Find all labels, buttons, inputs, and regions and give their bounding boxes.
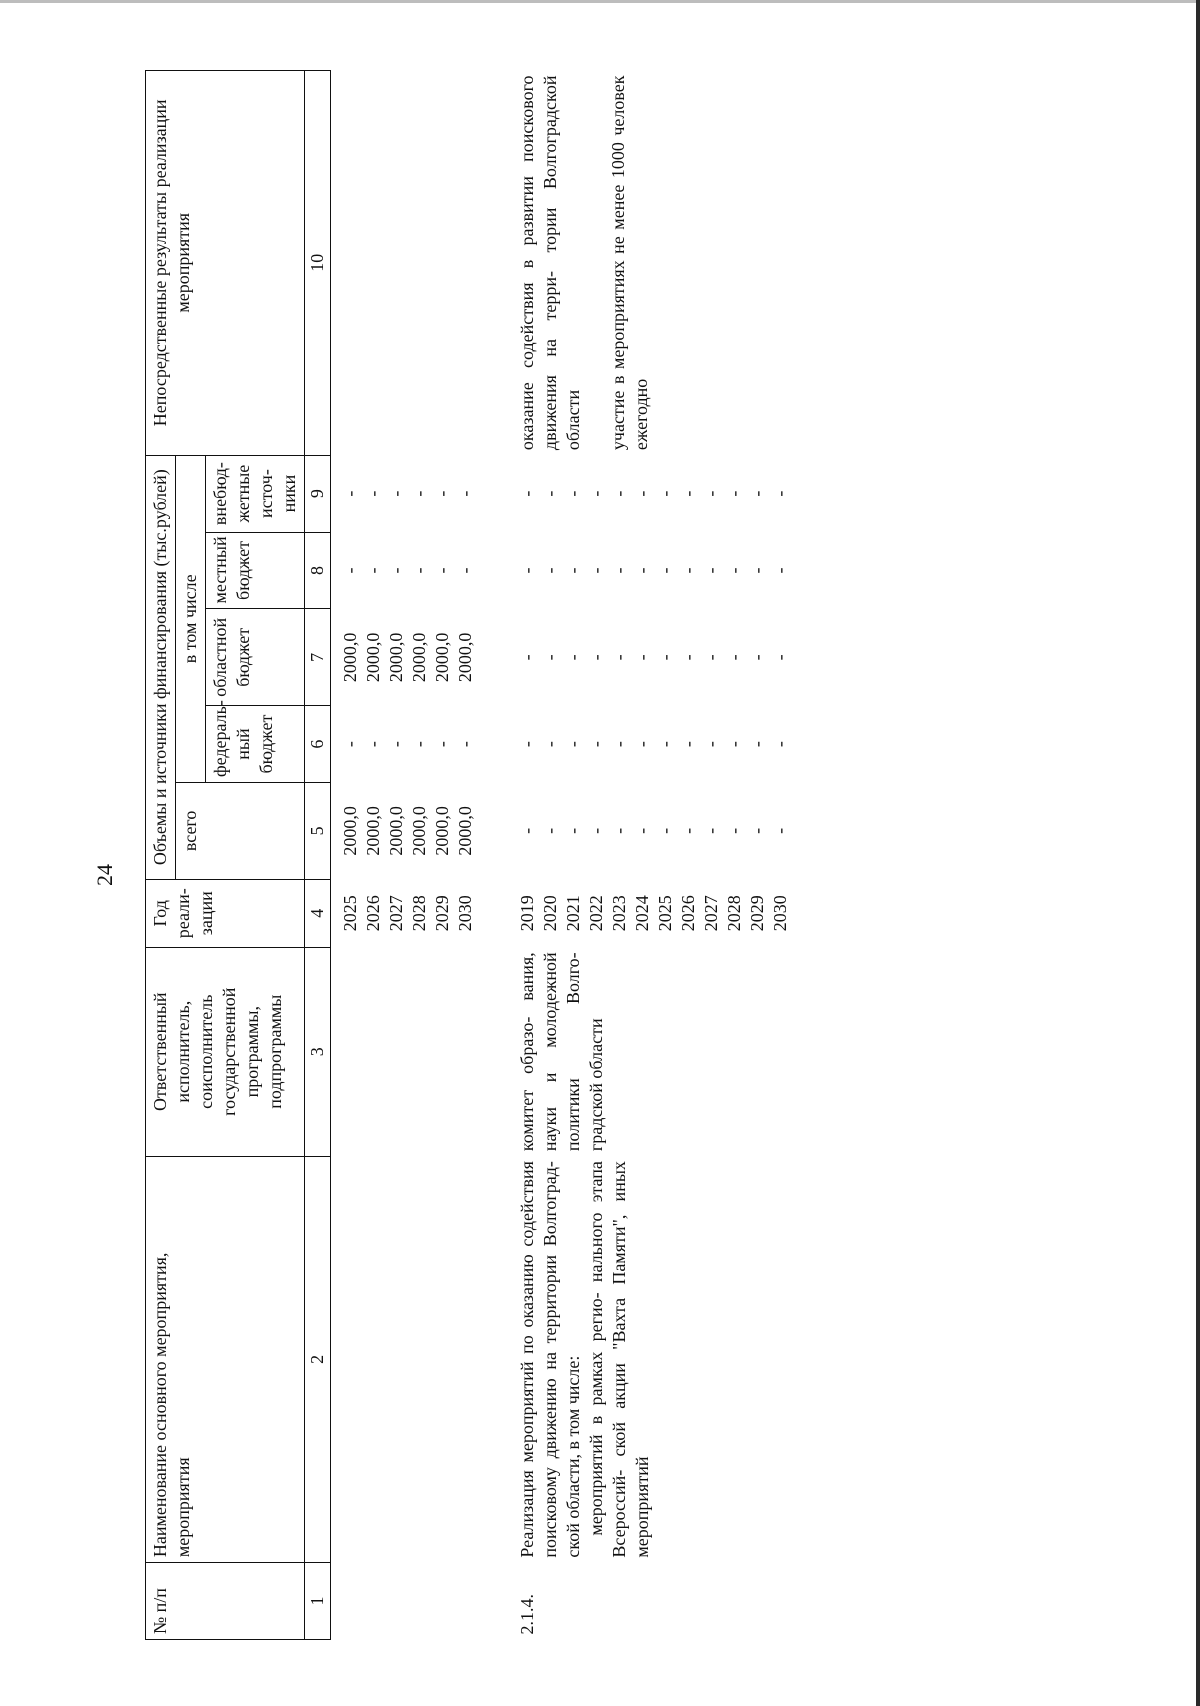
block2-name-sub: мероприятий в рамках регио- нального этапа Всероссий- ской акции "Вахта Памяти", иных мероприятий [586,1161,653,1558]
cell-value: - [655,654,676,661]
cell-value: - [455,741,476,748]
cell-value: - [724,654,745,661]
block1-total [331,783,481,880]
cell-value: - [770,490,791,497]
cell-value: - [517,654,538,661]
header-number: № п/п [146,1563,305,1640]
cell-value: 2029 [432,895,453,932]
cell-value: - [455,567,476,574]
cell-value: - [517,567,538,574]
cell-value: - [540,567,561,574]
block2-regional [480,609,795,706]
column-number-row [305,71,331,1640]
cell-value: 2000,0 [409,632,430,683]
cell-value: - [517,490,538,497]
cell-value: 2029 [747,895,768,932]
block1-results [331,71,481,456]
cell-value: - [701,827,722,834]
header-responsible: Ответственный исполнитель, соисполнитель государственной программы, подпрограммы [146,947,305,1156]
cell-value: - [409,567,430,574]
page-top-edge [0,0,1200,3]
cell-value: - [701,567,722,574]
cell-value: - [632,654,653,661]
cell-value: - [432,490,453,497]
cell-value: - [586,490,607,497]
column-number: 6 [305,706,331,783]
cell-value: - [678,741,699,748]
block2-result-1: оказание содействия в развитии поискового движения на терри- тории Волгоградской области [517,75,584,451]
column-number: 8 [305,532,331,609]
cell-value: 2027 [701,895,722,932]
header-total: всего [176,783,305,880]
block2-number: 2.1.4. [517,1594,538,1635]
cell-value: 2028 [724,895,745,932]
cell-value: - [632,741,653,748]
cell-value: 2000,0 [363,632,384,683]
column-number: 3 [305,947,331,1156]
cell-value: - [363,490,384,497]
header-federal: федераль- ный бюджет [206,706,305,783]
cell-value: - [386,490,407,497]
cell-value: - [563,827,584,834]
cell-value: - [678,567,699,574]
cell-value: 2024 [632,895,653,932]
cell-value: 2000,0 [363,806,384,856]
header-including: в том числе [176,455,206,782]
cell-value: - [563,567,584,574]
cell-value: - [540,490,561,497]
block2-local [480,532,795,609]
block2-results [480,71,795,456]
cell-value: 2000,0 [340,806,361,856]
block2-row [480,71,795,1640]
column-number: 10 [305,71,331,456]
cell-value: - [678,490,699,497]
cell-value: - [386,741,407,748]
cell-value: - [609,827,630,834]
cell-value: 2030 [770,895,791,932]
block1-name [331,1156,481,1563]
block1-federal [331,706,481,783]
cell-value: - [540,654,561,661]
cell-value: 2000,0 [455,632,476,683]
cell-value: - [678,827,699,834]
block2-name-main: Реализация мероприятий по оказанию содействия поисковому движению на территории Волгоград- ской области, в том числе: [517,1161,584,1558]
cell-value: 2025 [340,895,361,932]
cell-value: - [609,654,630,661]
cell-value: - [724,741,745,748]
cell-value: - [678,654,699,661]
block1-responsible [331,947,481,1156]
block2-years [480,879,795,947]
cell-value: - [540,827,561,834]
block2-responsible: комитет образо- вания, науки и молодежной политики Волго- градской области [517,952,607,1152]
block1-local [331,532,481,609]
cell-value: - [455,490,476,497]
cell-value: - [770,567,791,574]
cell-value: 2026 [678,895,699,932]
cell-value: - [563,741,584,748]
header-regional: областной бюджет [206,609,305,706]
cell-value: - [701,490,722,497]
cell-value: - [747,827,768,834]
column-number: 7 [305,609,331,706]
cell-value: - [701,741,722,748]
cell-value: - [432,741,453,748]
cell-value: - [655,827,676,834]
cell-value: 2023 [609,895,630,932]
cell-value: 2000,0 [386,632,407,683]
cell-value: 2000,0 [409,806,430,856]
page-number: 24 [92,864,117,886]
block1-regional [331,609,481,706]
column-number: 1 [305,1563,331,1640]
column-number: 5 [305,783,331,880]
cell-value: 2000,0 [340,632,361,683]
header-name: Наименование основного мероприятия, мероприятия [146,1156,305,1563]
header-results: Непосредственные результаты реализации мероприятия [146,71,305,456]
cell-value: - [517,827,538,834]
cell-value: 2000,0 [455,806,476,856]
block2-extra [480,455,795,532]
block2-total [480,783,795,880]
cell-value: - [363,567,384,574]
cell-value: - [632,827,653,834]
cell-value: - [432,567,453,574]
header-row-1 [146,71,176,1640]
block2-name [480,1156,795,1563]
cell-value: 2027 [386,895,407,932]
cell-value: 2000,0 [432,806,453,856]
block1-row [331,71,481,1640]
cell-value: 2021 [563,895,584,932]
cell-value: - [409,741,430,748]
block2-federal [480,706,795,783]
cell-value: - [770,741,791,748]
cell-value: - [340,741,361,748]
cell-value: - [563,654,584,661]
rotated-table-container [145,70,955,1640]
page-right-edge [1196,0,1200,1706]
cell-value: - [609,567,630,574]
cell-value: - [586,654,607,661]
financing-table [145,70,795,1640]
column-number: 4 [305,879,331,947]
cell-value: - [540,741,561,748]
cell-value: 2000,0 [432,632,453,683]
block1-years [331,879,481,947]
cell-value: - [770,827,791,834]
cell-value: - [770,654,791,661]
cell-value: - [724,827,745,834]
cell-value: - [632,490,653,497]
block2-result-2: участие в мероприятиях не менее 1000 человек ежегодно [608,75,652,451]
header-year: Год реали- зации [146,879,305,947]
cell-value: - [747,654,768,661]
cell-value: - [701,654,722,661]
cell-value: - [609,741,630,748]
cell-value: - [609,490,630,497]
cell-value: 2028 [409,895,430,932]
cell-value: - [340,567,361,574]
cell-value: 2019 [517,895,538,932]
cell-value: - [386,567,407,574]
block1-number [331,1563,481,1640]
cell-value: - [586,741,607,748]
cell-value: - [363,741,384,748]
cell-value: - [409,490,430,497]
cell-value: - [340,490,361,497]
cell-value: - [747,567,768,574]
cell-value: - [655,741,676,748]
cell-value: 2026 [363,895,384,932]
column-number: 2 [305,1156,331,1563]
header-local: местный бюджет [206,532,305,609]
cell-value: 2030 [455,895,476,932]
cell-value: - [747,490,768,497]
cell-value: - [747,741,768,748]
column-number: 9 [305,455,331,532]
cell-value: 2025 [655,895,676,932]
cell-value: - [586,567,607,574]
cell-value: - [724,490,745,497]
cell-value: - [655,490,676,497]
block1-extra [331,455,481,532]
cell-value: - [563,490,584,497]
header-funding: Объемы и источники финансирования (тыс.рублей) [146,455,176,879]
cell-value: 2022 [586,895,607,932]
cell-value: - [517,741,538,748]
cell-value: - [724,567,745,574]
header-extra: внебюд- жетные источ- ники [206,455,305,532]
cell-value: 2000,0 [386,806,407,856]
cell-value: 2020 [540,895,561,932]
cell-value: - [655,567,676,574]
cell-value: - [632,567,653,574]
cell-value: - [586,827,607,834]
